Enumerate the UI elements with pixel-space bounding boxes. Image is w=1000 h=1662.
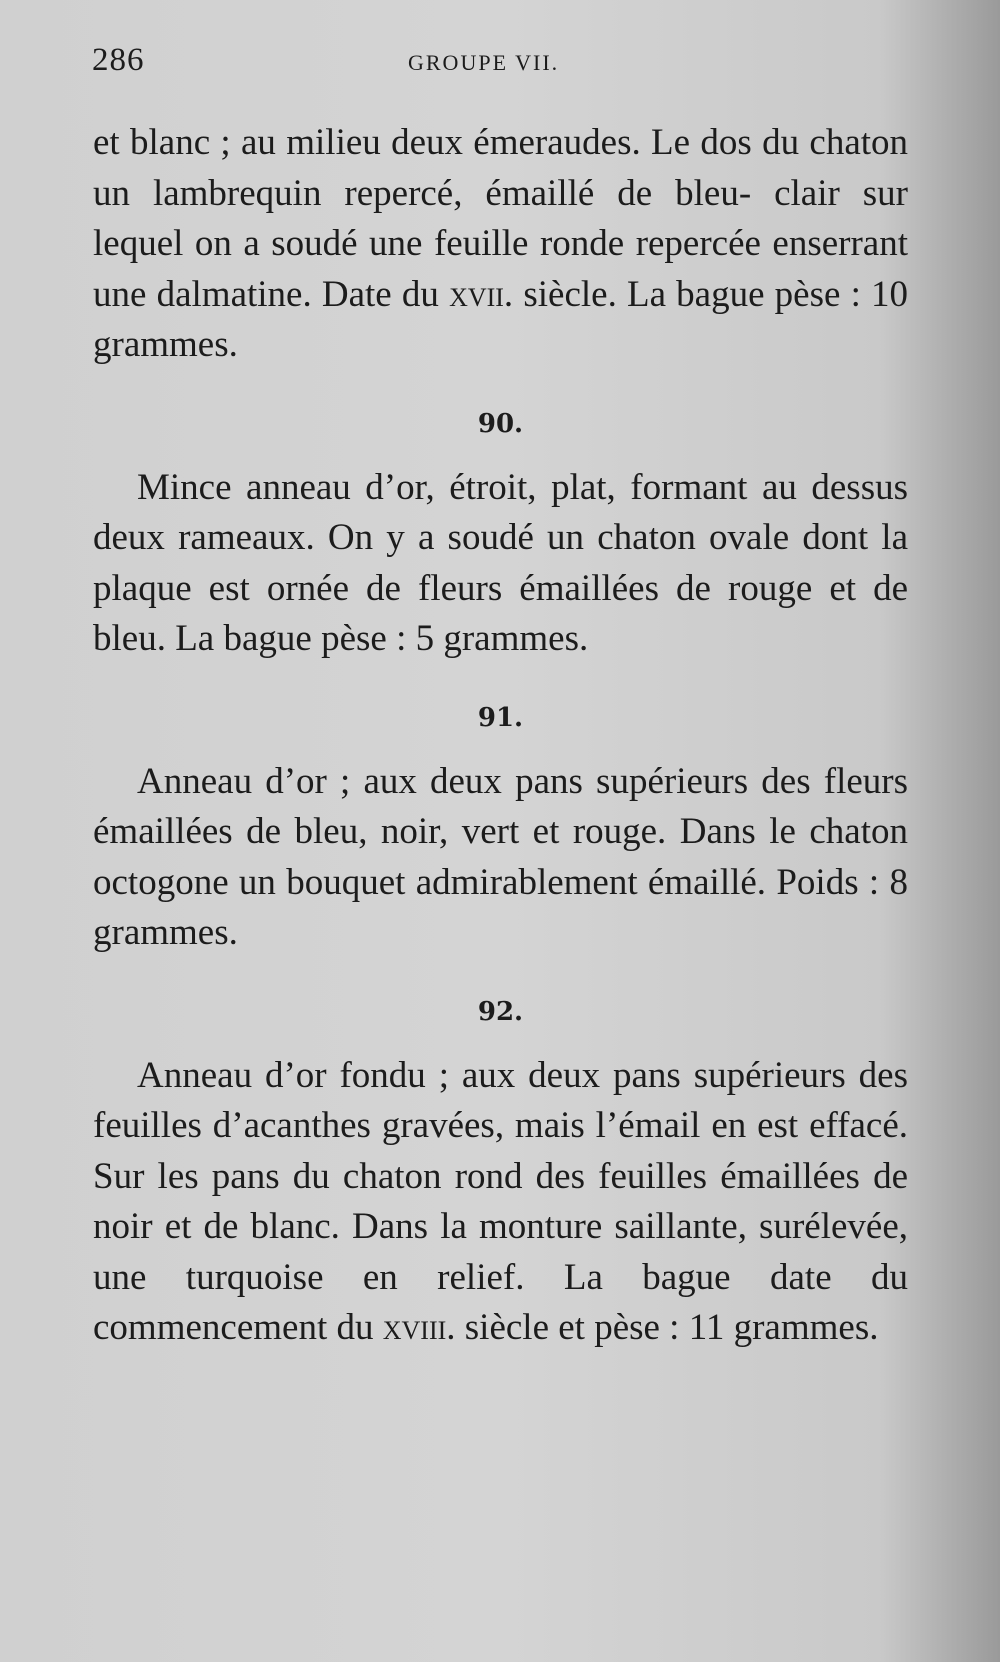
entry-number-92: 92.	[477, 996, 524, 1027]
text-line: repercée enserrant une dalmatine. Date du	[93, 223, 909, 315]
page-header	[92, 42, 912, 86]
entry-92-text	[93, 1051, 908, 1354]
text-line: et blanc ; au milieu deux émeraudes. Le dos du	[93, 122, 800, 163]
entry-92-body: Anneau d’or fondu ; aux deux pans supérieurs des feuilles d’acanthes gravées, mais l’émail en est effacé. Sur les pans du chaton rond des feuilles émaillées de noir et de blanc. Dans la monture saillante, surélevée, une turquoise en relief. La bague date du commencement du	[93, 1054, 908, 1348]
running-title: GROUPE VII.	[408, 50, 560, 75]
page-body	[93, 118, 908, 1354]
entry-number-91: 91.	[477, 702, 524, 733]
text-line: chaton un lambrequin repercé, émaillé de bleu-	[93, 122, 909, 214]
entry-90-text: Mince anneau d’or, étroit, plat, formant au dessus deux rameaux. On y a soudé un chaton ovale dont la plaque est ornée de fleurs émaillées de rouge et de bleu. La bague pèse : 5 grammes.	[93, 466, 908, 659]
entry-number-90: 90.	[477, 408, 524, 439]
century-numeral: xviii.	[382, 1307, 456, 1348]
text-line: clair sur lequel on a soudé une feuille ronde	[93, 172, 909, 264]
entry-89-continuation	[93, 118, 908, 371]
entry-91-text: Anneau d’or ; aux deux pans supérieurs des fleurs émaillées de bleu, noir, vert et rouge. Dans le chaton octogone un bouquet admirablement émaillé. Poids : 8 grammes.	[93, 760, 908, 953]
entry-92-end: siècle et pèse : 11 grammes.	[455, 1307, 879, 1348]
page-number: 286	[92, 42, 145, 78]
century-numeral: xvii.	[449, 273, 514, 315]
text-line: siècle. La bague pèse : 10 grammes.	[93, 273, 909, 365]
